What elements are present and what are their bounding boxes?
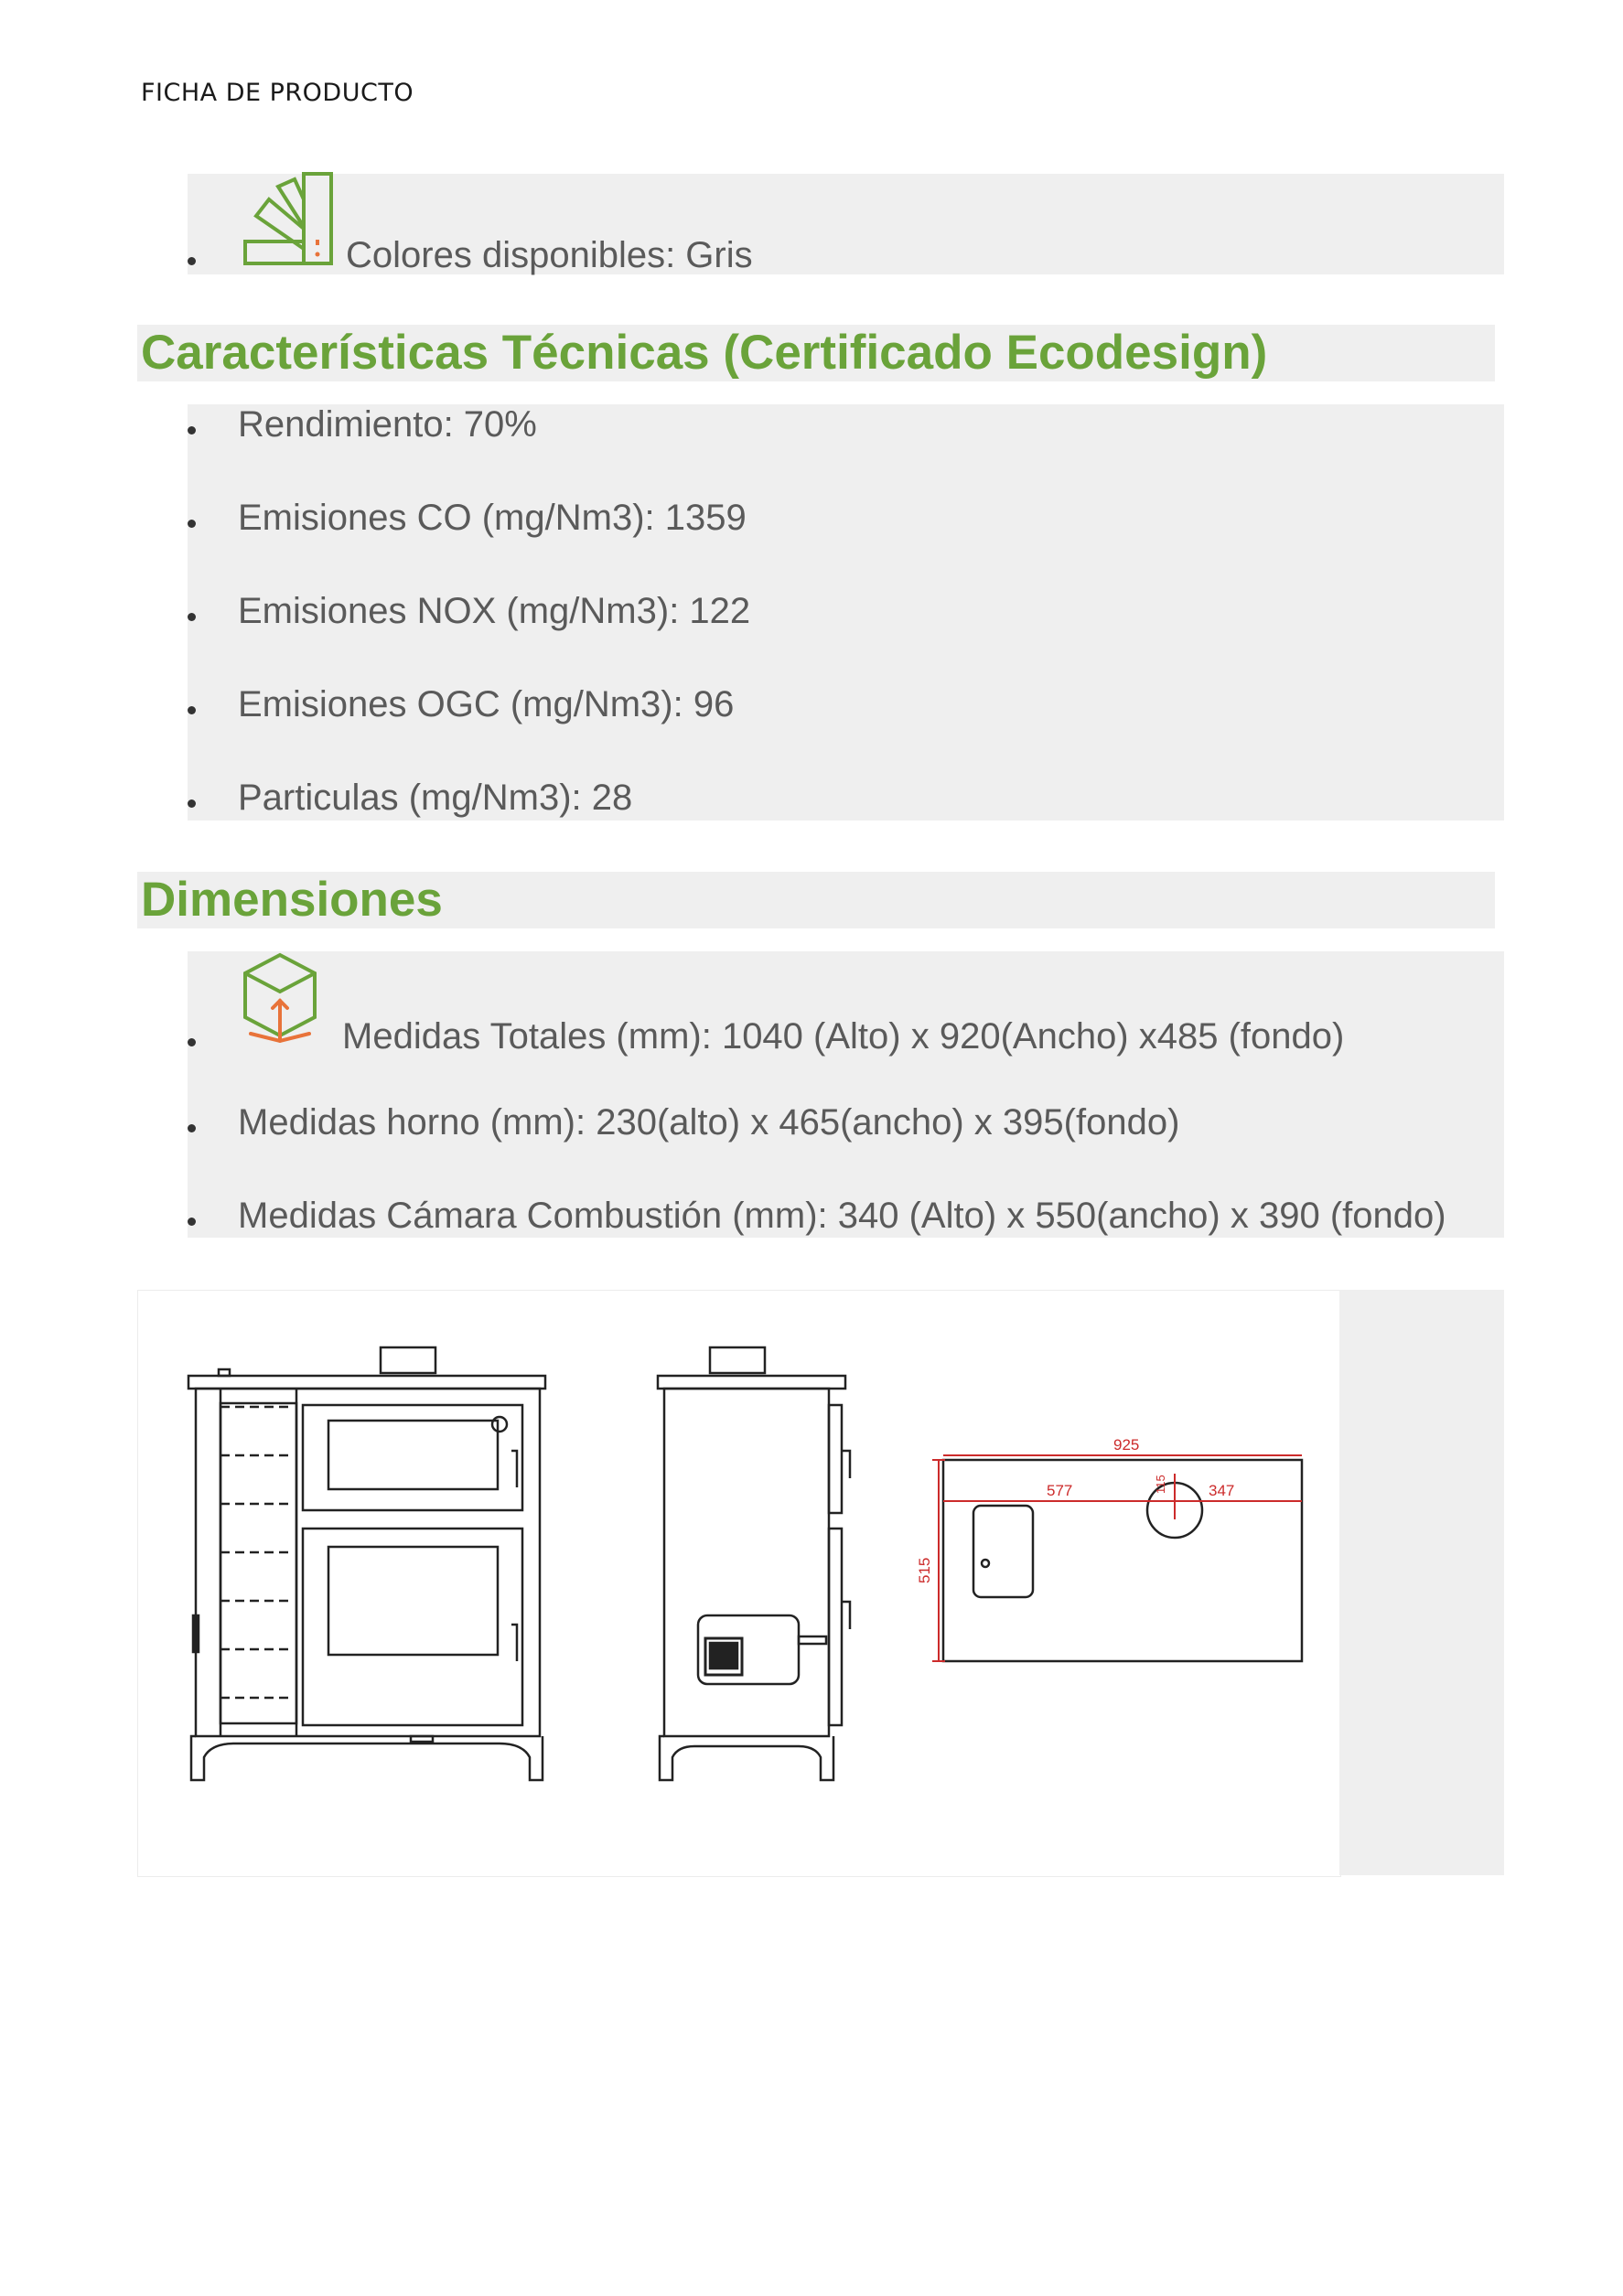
side-view [658,1347,850,1780]
list-item-text: Emisiones CO (mg/Nm3): 1359 [238,498,747,538]
drawing-side-panel [1339,1290,1504,1875]
dim-flue-label: 115 [1154,1475,1167,1494]
color-palette-icon [238,172,339,276]
list-item-text: Emisiones NOX (mg/Nm3): 122 [238,591,751,631]
top-view [943,1460,1302,1661]
list-item-text: Medidas Cámara Combustión (mm): 340 (Alto) x 550(ancho) x 390 (fondo) [238,1196,1446,1236]
list-item [188,1102,1179,1143]
document-header: FICHA DE PRODUCTO [141,79,414,107]
dimension-lines [932,1455,1302,1661]
bullet [188,613,196,621]
dim-right-label: 347 [1209,1482,1235,1499]
bullet [188,520,196,528]
bullet [188,1038,196,1046]
front-view [188,1347,545,1780]
bullet [188,799,196,808]
list-item [188,404,537,445]
list-item-text: Rendimiento: 70% [238,404,537,445]
list-item-text: Particulas (mg/Nm3): 28 [238,778,633,818]
bullet [188,1124,196,1132]
colors-item [188,172,753,276]
dims-section-title: Dimensiones [137,872,1495,928]
list-item [188,778,632,819]
bullet [188,257,196,265]
tech-section-title: Características Técnicas (Certificado Ecodesign) [137,325,1495,381]
list-item-text: Emisiones OGC (mg/Nm3): 96 [238,684,735,724]
dim-depth-label: 515 [916,1557,933,1583]
technical-drawing-panel [137,1290,1341,1877]
technical-drawing [138,1291,1340,1876]
list-item [188,1196,1446,1237]
list-item [188,498,747,539]
dim-left-label: 577 [1047,1482,1073,1499]
list-item [188,684,734,725]
list-item-text: Medidas horno (mm): 230(alto) x 465(ancho) x 395(fondo) [238,1102,1180,1143]
bullet [188,1218,196,1226]
bullet [188,706,196,714]
list-item [188,591,750,632]
list-item-text: Medidas Totales (mm): 1040 (Alto) x 920(Ancho) x485 (fondo) [342,1016,1345,1057]
list-item [188,951,1344,1057]
dimensions-cube-icon [238,951,322,1057]
colors-text: Colores disponibles: Gris [346,235,753,275]
dim-width-label: 925 [1113,1436,1140,1454]
bullet [188,426,196,435]
